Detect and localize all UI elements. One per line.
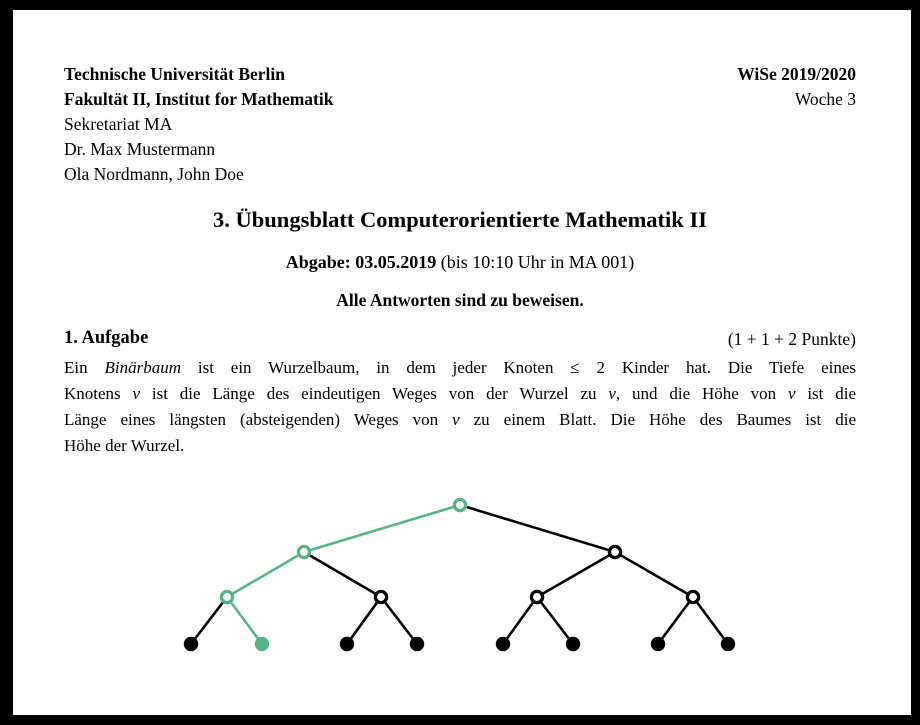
paragraph-line: Knotens v ist die Länge des eindeutigen Weges von der Wurzel zu v, und die Höhe von v ist die: [64, 384, 856, 403]
tree-edge: [537, 552, 615, 597]
tree-leaf-node: [255, 637, 269, 651]
faculty-name: Fakultät II, Institut for Mathematik: [64, 89, 334, 109]
tree-inner-node: [687, 591, 698, 602]
exercise-heading: 1. Aufgabe: [64, 328, 149, 348]
tree-inner-node: [609, 546, 620, 557]
tree-leaf-node: [721, 637, 735, 651]
tree-leaf-node: [340, 637, 354, 651]
secretariat: Sekretariat MA: [64, 114, 173, 134]
tree-edge: [347, 597, 381, 644]
proof-notice: Alle Antworten sind zu beweisen.: [336, 290, 584, 310]
tree-leaf-node: [566, 637, 580, 651]
tree-leaf-node: [410, 637, 424, 651]
submission-deadline: Abgabe: 03.05.2019: [285, 252, 437, 272]
tree-leaf-node: [651, 637, 665, 651]
tree-edge: [227, 552, 304, 597]
submission-details: (bis 10:10 Uhr in MA 001): [436, 252, 635, 272]
tree-inner-node: [531, 591, 542, 602]
paragraph-line: Länge eines längsten (absteigenden) Weges von v zu einem Blatt. Die Höhe des Baumes ist die: [64, 410, 857, 429]
tree-edge: [460, 505, 615, 552]
tree-inner-node: [298, 546, 309, 557]
tree-leaf-node: [496, 637, 510, 651]
tree-edge: [304, 552, 381, 597]
tree-edge: [615, 552, 693, 597]
tree-edge: [381, 597, 417, 644]
semester-label: WiSe 2019/2020: [737, 64, 856, 84]
tree-edge: [503, 597, 537, 644]
week-label: Woche 3: [794, 89, 856, 109]
tree-edge: [658, 597, 693, 644]
tree-edge: [537, 597, 573, 644]
tree-leaf-node: [184, 637, 198, 651]
paragraph-line: Ein Binärbaum ist ein Wurzelbaum, in dem jeder Knoten ≤ 2 Kinder hat. Die Tiefe eines: [64, 358, 856, 377]
tree-edge: [304, 505, 460, 552]
tree-edge: [227, 597, 262, 644]
tree-inner-node: [375, 591, 386, 602]
exercise-points: (1 + 1 + 2 Punkte): [727, 329, 856, 349]
tree-inner-node: [221, 591, 232, 602]
tree-edge: [191, 597, 227, 644]
lecturer-name: Dr. Max Mustermann: [64, 139, 216, 159]
paragraph-line: Höhe der Wurzel.: [64, 436, 185, 455]
institution-name: Technische Universität Berlin: [64, 64, 286, 84]
tree-inner-node: [454, 499, 465, 510]
tree-edge: [693, 597, 728, 644]
assistants-names: Ola Nordmann, John Doe: [64, 164, 244, 184]
sheet-title: 3. Übungsblatt Computerorientierte Mathematik II: [213, 207, 707, 232]
